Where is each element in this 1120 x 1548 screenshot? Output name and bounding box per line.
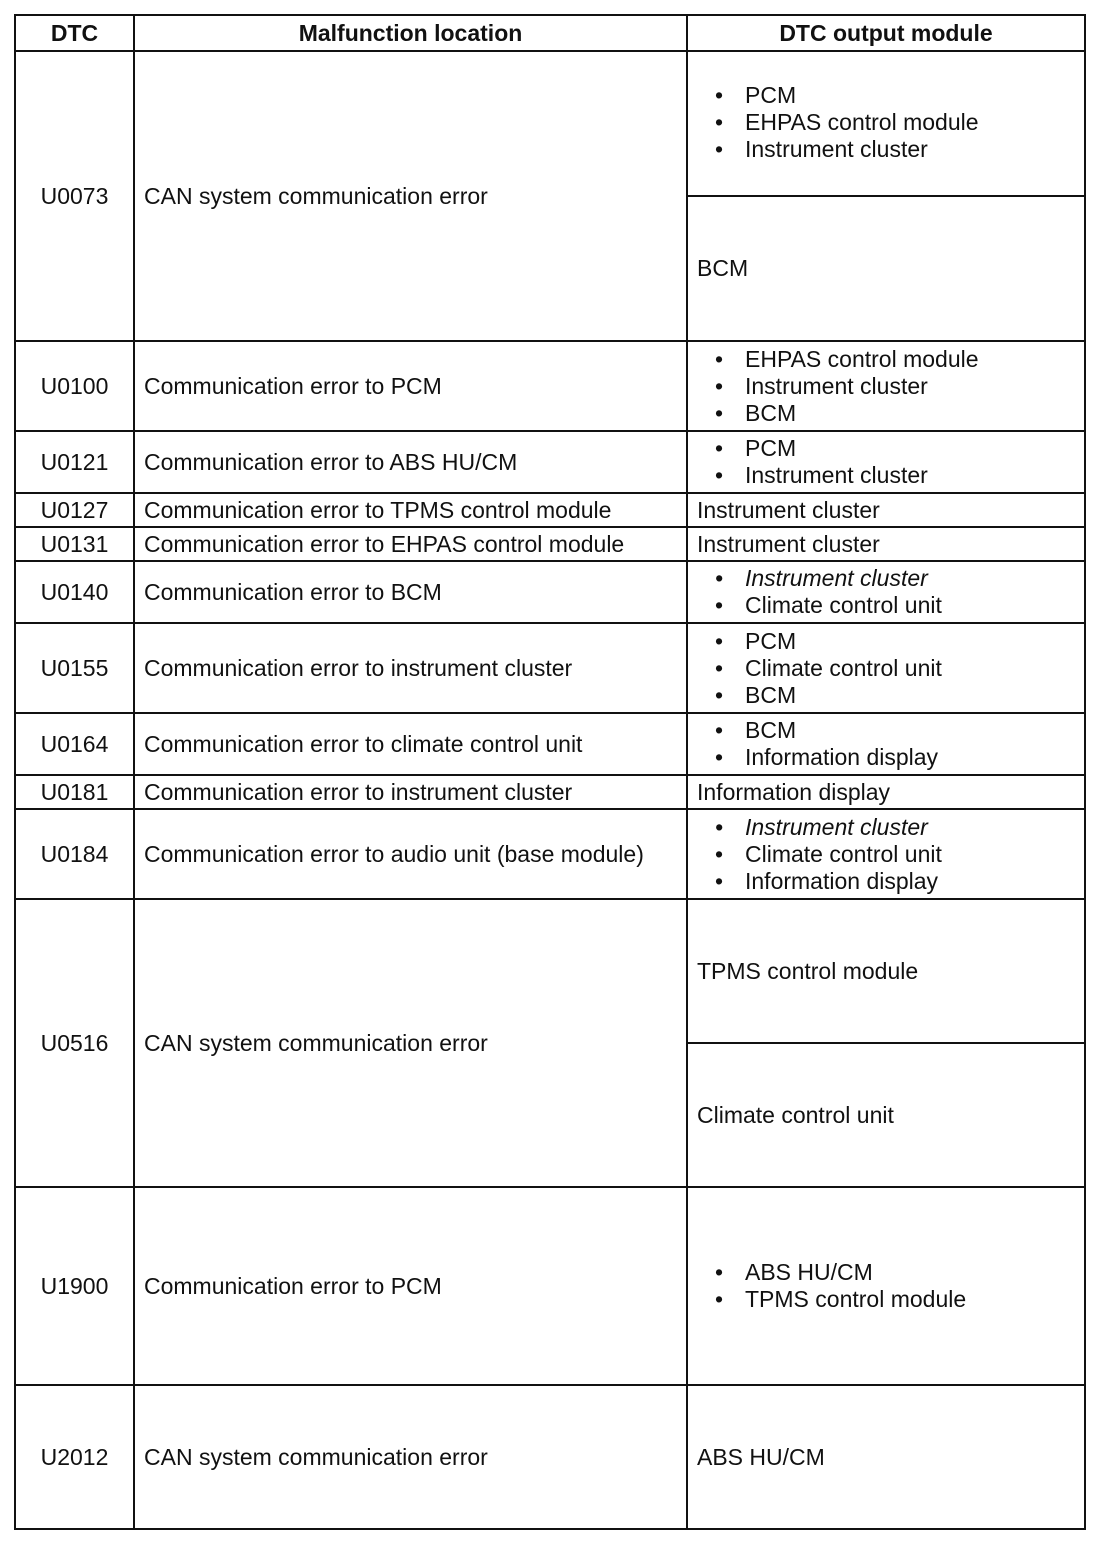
dtc-code: U0184 <box>15 809 134 899</box>
dtc-code: U0181 <box>15 775 134 809</box>
table-row <box>15 431 1085 493</box>
module-list <box>697 346 1075 427</box>
module-item: • Instrument cluster <box>715 814 1075 841</box>
dtc-code: U0131 <box>15 527 134 561</box>
module-item: • Instrument cluster <box>715 373 1075 400</box>
module-list <box>697 82 1075 163</box>
malfunction-location: Communication error to audio unit (base module) <box>134 809 687 899</box>
module-item: • Climate control unit <box>715 592 1075 619</box>
malfunction-location: Communication error to ABS HU/CM <box>134 431 687 493</box>
dtc-code: U0155 <box>15 623 134 713</box>
dtc-code: U0140 <box>15 561 134 623</box>
malfunction-location: CAN system communication error <box>134 899 687 1187</box>
output-modules <box>687 809 1085 899</box>
module-list <box>697 814 1075 895</box>
module-item: • BCM <box>715 717 1075 744</box>
table-row <box>15 493 1085 527</box>
malfunction-location: Communication error to climate control unit <box>134 713 687 775</box>
table-row <box>15 51 1085 196</box>
malfunction-location: Communication error to PCM <box>134 1187 687 1385</box>
dtc-code: U2012 <box>15 1385 134 1529</box>
module-list <box>697 1259 1075 1313</box>
module-item: • PCM <box>715 435 1075 462</box>
table-row <box>15 561 1085 623</box>
table-row <box>15 713 1085 775</box>
module-item: • Instrument cluster <box>715 565 1075 592</box>
output-module: Instrument cluster <box>687 527 1085 561</box>
dtc-table <box>14 14 1086 1530</box>
malfunction-location: Communication error to instrument cluster <box>134 775 687 809</box>
dtc-code: U1900 <box>15 1187 134 1385</box>
dtc-code: U0164 <box>15 713 134 775</box>
output-modules <box>687 713 1085 775</box>
module-item: • EHPAS control module <box>715 346 1075 373</box>
module-item: • Instrument cluster <box>715 462 1075 489</box>
output-modules <box>687 1187 1085 1385</box>
module-item: • Instrument cluster <box>715 136 1075 163</box>
module-list <box>697 435 1075 489</box>
dtc-code: U0121 <box>15 431 134 493</box>
malfunction-location: CAN system communication error <box>134 1385 687 1529</box>
dtc-code: U0100 <box>15 341 134 431</box>
header-row <box>15 15 1085 51</box>
output-module: BCM <box>687 196 1085 341</box>
table-row <box>15 341 1085 431</box>
malfunction-location-header: Malfunction location <box>134 15 687 51</box>
module-item: • TPMS control module <box>715 1286 1075 1313</box>
module-item: • BCM <box>715 400 1075 427</box>
malfunction-location: Communication error to BCM <box>134 561 687 623</box>
malfunction-location: Communication error to PCM <box>134 341 687 431</box>
output-module: Instrument cluster <box>687 493 1085 527</box>
table-row <box>15 527 1085 561</box>
module-item: • Information display <box>715 744 1075 771</box>
table-row <box>15 1385 1085 1529</box>
output-modules <box>687 623 1085 713</box>
module-item: • EHPAS control module <box>715 109 1075 136</box>
module-item: • Climate control unit <box>715 841 1075 868</box>
module-list <box>697 628 1075 709</box>
module-list <box>697 565 1075 619</box>
table-row <box>15 623 1085 713</box>
output-modules <box>687 431 1085 493</box>
output-module: ABS HU/CM <box>687 1385 1085 1529</box>
table-row <box>15 775 1085 809</box>
module-item: • PCM <box>715 628 1075 655</box>
module-item: • Information display <box>715 868 1075 895</box>
module-list <box>697 717 1075 771</box>
dtc-code: U0516 <box>15 899 134 1187</box>
output-module: Climate control unit <box>687 1043 1085 1187</box>
dtc-code: U0127 <box>15 493 134 527</box>
table-row <box>15 1187 1085 1385</box>
module-item: • PCM <box>715 82 1075 109</box>
malfunction-location: Communication error to TPMS control module <box>134 493 687 527</box>
output-module: TPMS control module <box>687 899 1085 1043</box>
output-modules <box>687 51 1085 196</box>
module-item: • Climate control unit <box>715 655 1075 682</box>
output-modules <box>687 561 1085 623</box>
table-row <box>15 899 1085 1043</box>
output-modules <box>687 341 1085 431</box>
dtc-output-module-header: DTC output module <box>687 15 1085 51</box>
malfunction-location: Communication error to EHPAS control module <box>134 527 687 561</box>
module-item: • ABS HU/CM <box>715 1259 1075 1286</box>
output-module: Information display <box>687 775 1085 809</box>
module-item: • BCM <box>715 682 1075 709</box>
malfunction-location: CAN system communication error <box>134 51 687 341</box>
malfunction-location: Communication error to instrument cluster <box>134 623 687 713</box>
dtc-header: DTC <box>15 15 134 51</box>
dtc-code: U0073 <box>15 51 134 341</box>
table-row <box>15 809 1085 899</box>
